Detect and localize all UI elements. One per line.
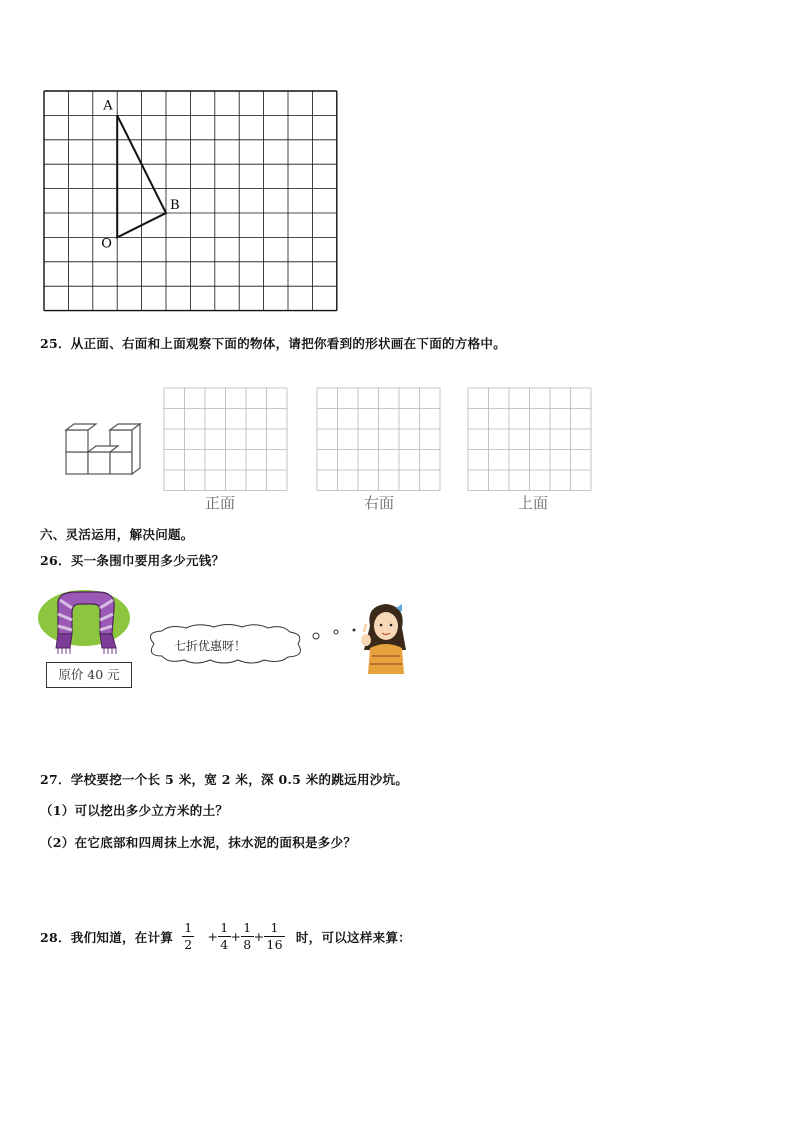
question-26: 26．买一条围巾要用多少元钱？ bbox=[40, 553, 225, 568]
point-label-a: A bbox=[103, 98, 113, 114]
fraction-quarter: $\frac{1}{4}$ bbox=[220, 920, 229, 952]
grid-lines bbox=[44, 91, 337, 311]
point-label-b: B bbox=[170, 198, 180, 213]
caption-right: 右面 bbox=[364, 494, 395, 512]
question-27: 27．学校要挖一个长 5 米，宽 2 米，深 0.5 米的跳远用沙坑。 bbox=[40, 772, 409, 787]
question-27-part-2: （2）在它底部和四周抹上水泥，抹水泥的面积是多少？ bbox=[40, 835, 357, 850]
fraction-half: $\frac{1}{2}$ bbox=[184, 920, 193, 952]
cube-solid-figure bbox=[60, 422, 150, 482]
scarf-illustration bbox=[36, 586, 136, 664]
coordinate-grid-figure bbox=[0, 0, 794, 320]
question-28-prefix: 28．我们知道，在计算 bbox=[40, 929, 174, 945]
question-28: 28．我们知道，在计算 $\frac{1}{2}$ + $\frac{1}{4}$ + $\frac{1}{8}$ + $\frac{1}{16}$ 时，可以这样来算： bbox=[40, 920, 412, 952]
section-6-heading: 六、灵活运用，解决问题。 bbox=[40, 527, 194, 542]
answer-grid-top[interactable] bbox=[467, 387, 593, 491]
answer-grid-front[interactable] bbox=[163, 387, 289, 491]
fraction-eighth: $\frac{1}{8}$ bbox=[243, 920, 252, 952]
fraction-sixteenth: $\frac{1}{16}$ bbox=[266, 920, 283, 952]
question-25: 25．从正面、右面和上面观察下面的物体，请把你看到的形状画在下面的方格中。 bbox=[40, 336, 506, 351]
speech-text: 七折优惠呀！ bbox=[174, 639, 247, 653]
question-27-part-1: （1）可以挖出多少立方米的土？ bbox=[40, 803, 229, 818]
girl-illustration bbox=[356, 600, 416, 678]
question-28-suffix: 时，可以这样来算： bbox=[295, 929, 412, 945]
caption-front: 正面 bbox=[205, 494, 236, 512]
caption-top: 上面 bbox=[518, 494, 549, 512]
price-label-box bbox=[46, 662, 132, 688]
answer-grid-right[interactable] bbox=[316, 387, 442, 491]
price-label: 原价 40 元 bbox=[58, 667, 120, 682]
point-label-o: O bbox=[101, 236, 112, 252]
